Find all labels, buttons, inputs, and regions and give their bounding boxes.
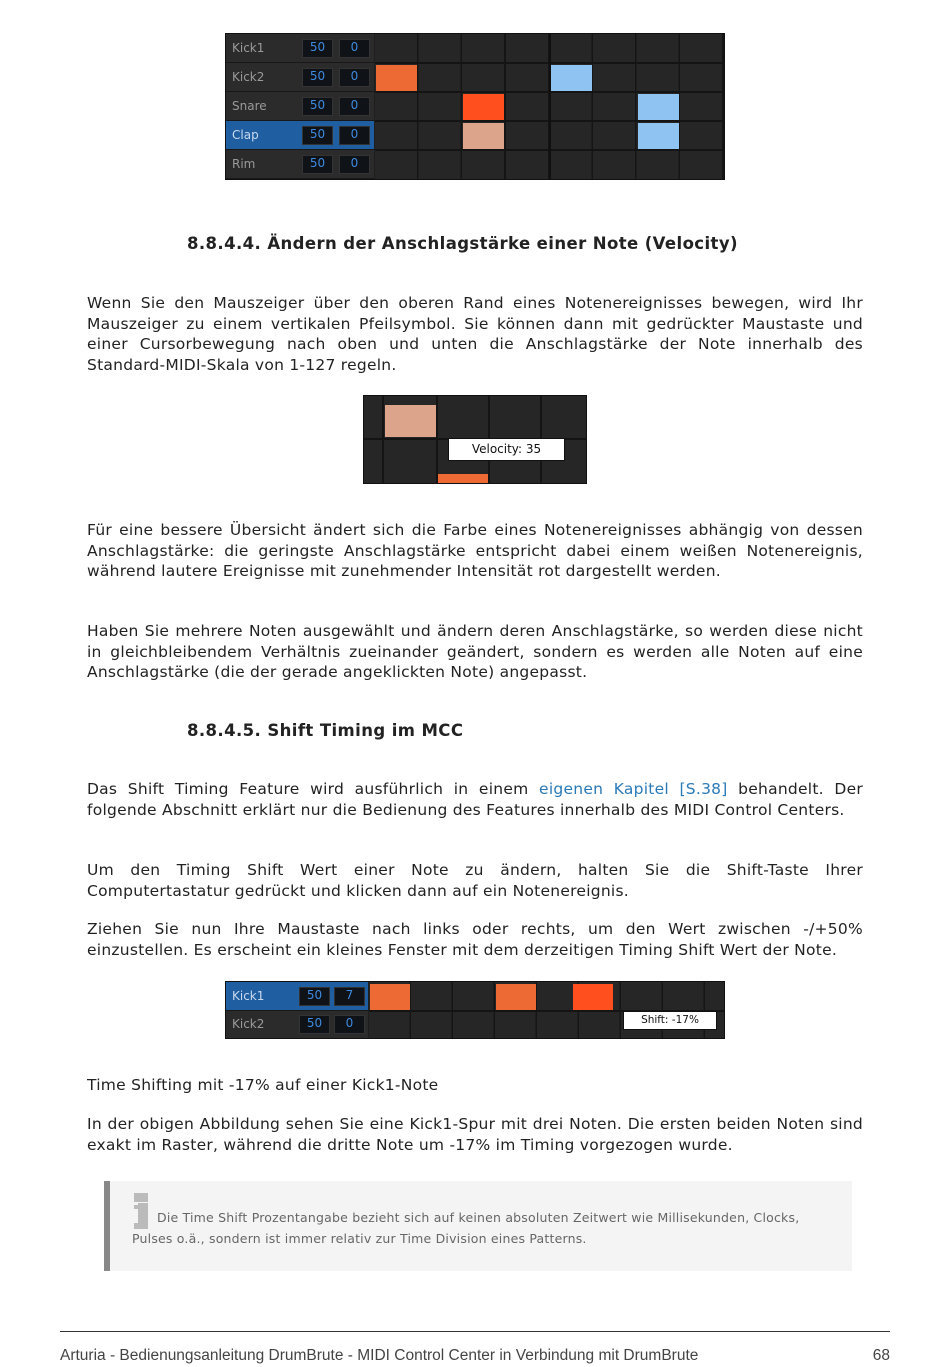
shift-value[interactable]: 0 <box>334 1015 365 1034</box>
velocity-value[interactable]: 50 <box>299 987 330 1006</box>
velocity-value[interactable]: 50 <box>302 155 333 174</box>
shift-value[interactable]: 0 <box>339 39 370 58</box>
note-event[interactable] <box>438 474 488 483</box>
section-heading-shift-timing: 8.8.4.5. Shift Timing im MCC <box>187 721 464 740</box>
footer-divider <box>60 1331 890 1332</box>
paragraph-velocity-color: Für eine bessere Übersicht ändert sich die Farbe eines Notenereignisses abhängig von dessen Anschlagstärke: die geringste Anschlagstärke entspricht dabei einem weißen Notenereignis, während lautere Ereignisse mit zunehmender Intensität rot dargestellt werden. <box>87 521 863 581</box>
velocity-value[interactable]: 50 <box>302 39 333 58</box>
shift-figure <box>225 981 725 1039</box>
shift-tooltip: Shift: -17% <box>623 1011 717 1030</box>
note-event[interactable] <box>573 984 613 1010</box>
note-event[interactable] <box>385 405 436 437</box>
velocity-figure <box>363 395 587 484</box>
note-event[interactable] <box>463 123 504 149</box>
note-event[interactable] <box>376 65 417 91</box>
chapter-link[interactable]: eigenen Kapitel [S.38] <box>539 780 728 798</box>
note-event[interactable] <box>551 65 592 91</box>
track-name: Snare <box>232 99 267 113</box>
paragraph-shift-how: Um den Timing Shift Wert einer Note zu ändern, halten Sie die Shift-Taste Ihrer Computertastatur gedrückt und klicken dann auf ein Notenereignis. <box>87 861 863 900</box>
velocity-value[interactable]: 50 <box>302 68 333 87</box>
shift-value[interactable]: 0 <box>339 68 370 87</box>
shift-value[interactable]: 0 <box>339 97 370 116</box>
section-heading-velocity: 8.8.4.4. Ändern der Anschlagstärke einer Note (Velocity) <box>187 234 738 253</box>
paragraph-shift-intro <box>87 779 863 820</box>
track-row-kick1[interactable] <box>226 34 374 63</box>
page-number: 68 <box>872 1347 890 1364</box>
footer-title: Arturia - Bedienungsanleitung DrumBrute - MIDI Control Center in Verbindung mit DrumBrute <box>60 1347 699 1364</box>
paragraph-shift-drag: Ziehen Sie nun Ihre Maustaste nach links oder rechts, um den Wert zwischen -/+50% einzustellen. Es erscheint ein kleines Fenster mit dem derzeitigen Timing Shift Wert der Note. <box>87 920 863 959</box>
velocity-tooltip: Velocity: 35 <box>448 438 565 461</box>
velocity-value[interactable]: 50 <box>299 1015 330 1034</box>
track-name: Rim <box>232 157 256 171</box>
paragraph-text: Das Shift Timing Feature wird ausführlich in einem <box>87 780 540 798</box>
track-name: Kick2 <box>232 70 265 84</box>
shift-value[interactable]: 7 <box>334 987 365 1006</box>
note-event[interactable] <box>638 123 679 149</box>
info-note-box <box>104 1181 852 1271</box>
note-event[interactable] <box>463 94 504 120</box>
track-row-snare[interactable] <box>226 92 374 121</box>
shift-value[interactable]: 0 <box>339 126 370 145</box>
sequencer-figure-1 <box>225 33 725 180</box>
paragraph-shift-explain: In der obigen Abbildung sehen Sie eine Kick1-Spur mit drei Noten. Die ersten beiden Noten sind exakt im Raster, während die dritte Note um -17% im Timing vorgezogen wurde. <box>87 1115 863 1154</box>
track-row-rim[interactable] <box>226 150 374 179</box>
paragraph-velocity-multi: Haben Sie mehrere Noten ausgewählt und ändern deren Anschlagstärke, so werden diese nicht in gleichbleibendem Verhältnis zueinander geändert, sondern es werden alle Noten auf eine Anschlagstärke (die der gerade angeklickten Note) angepasst. <box>87 622 863 682</box>
track-name: Kick2 <box>232 1017 265 1031</box>
note-event[interactable] <box>370 984 410 1010</box>
track-row-clap[interactable] <box>226 121 374 150</box>
shift-value[interactable]: 0 <box>339 155 370 174</box>
track-name: Kick1 <box>232 41 265 55</box>
paragraph-velocity-intro: Wenn Sie den Mauszeiger über den oberen Rand eines Notenereignisses bewegen, wird Ihr Mauszeiger zu einem vertikalen Pfeilsymbol. Sie können dann mit gedrückter Maustaste und einer Cursorbewegung nach oben und unten die Anschlagstärke der Note innerhalb des Standard-MIDI-Skala von 1-127 regeln. <box>87 294 863 375</box>
note-event[interactable] <box>638 94 679 120</box>
track-name: Kick1 <box>232 989 265 1003</box>
track-name: Clap <box>232 128 259 142</box>
grid-beat-divider <box>549 34 551 179</box>
velocity-value[interactable]: 50 <box>302 97 333 116</box>
velocity-value[interactable]: 50 <box>302 126 333 145</box>
track-row-kick2[interactable] <box>226 63 374 92</box>
track-row-kick2[interactable] <box>226 1011 368 1039</box>
paragraph-text: behandelt. Der folgende Abschnitt erklärt nur die Bedienung des Features innerhalb des MIDI Control Centers. <box>87 780 864 819</box>
figure-caption: Time Shifting mit -17% auf einer Kick1-Note <box>87 1076 439 1094</box>
note-event[interactable] <box>496 984 536 1010</box>
info-note-text: Die Time Shift Prozentangabe bezieht sich auf keinen absoluten Zeitwert wie Millisekunden, Clocks, Pulses o.ä., sondern ist immer relativ zur Time Division eines Patterns. <box>132 1210 800 1246</box>
track-row-kick1[interactable] <box>226 982 368 1011</box>
